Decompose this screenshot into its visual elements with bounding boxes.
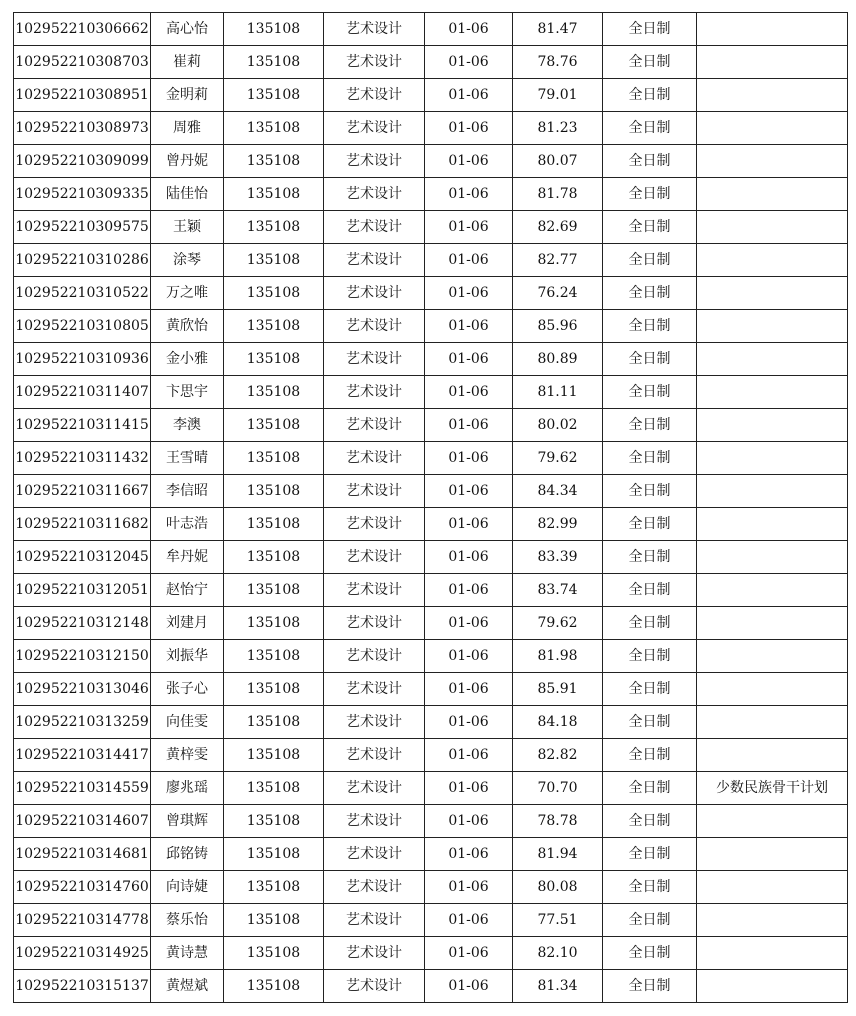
- remark-cell: [697, 838, 848, 871]
- remark-cell: [697, 376, 848, 409]
- study-mode-cell: 全日制: [603, 178, 697, 211]
- major-code-cell: 135108: [224, 244, 324, 277]
- major-code-cell: 135108: [224, 904, 324, 937]
- score-cell: 80.08: [513, 871, 603, 904]
- major-code-cell: 135108: [224, 706, 324, 739]
- direction-cell: 01-06: [425, 475, 513, 508]
- score-cell: 85.96: [513, 310, 603, 343]
- table-row: [14, 13, 848, 46]
- major-code-cell: 135108: [224, 112, 324, 145]
- major-code-cell: 135108: [224, 871, 324, 904]
- table-row: [14, 145, 848, 178]
- candidate-id-cell: 102952210311682: [14, 508, 151, 541]
- major-name-cell: 艺术设计: [324, 673, 425, 706]
- direction-cell: 01-06: [425, 277, 513, 310]
- name-cell: 黄煜斌: [151, 970, 224, 1003]
- score-cell: 83.74: [513, 574, 603, 607]
- major-code-cell: 135108: [224, 475, 324, 508]
- name-cell: 卞思宇: [151, 376, 224, 409]
- candidate-id-cell: 102952210310522: [14, 277, 151, 310]
- major-name-cell: 艺术设计: [324, 838, 425, 871]
- candidate-id-cell: 102952210311407: [14, 376, 151, 409]
- score-cell: 81.47: [513, 13, 603, 46]
- candidate-id-cell: 102952210314417: [14, 739, 151, 772]
- major-code-cell: 135108: [224, 607, 324, 640]
- candidate-id-cell: 102952210312051: [14, 574, 151, 607]
- candidate-id-cell: 102952210308973: [14, 112, 151, 145]
- direction-cell: 01-06: [425, 574, 513, 607]
- candidate-id-cell: 102952210311667: [14, 475, 151, 508]
- score-cell: 84.34: [513, 475, 603, 508]
- remark-cell: [697, 475, 848, 508]
- direction-cell: 01-06: [425, 871, 513, 904]
- direction-cell: 01-06: [425, 838, 513, 871]
- table-row: [14, 79, 848, 112]
- major-code-cell: 135108: [224, 937, 324, 970]
- candidate-id-cell: 102952210315137: [14, 970, 151, 1003]
- remark-cell: [697, 541, 848, 574]
- name-cell: 邱铭铸: [151, 838, 224, 871]
- name-cell: 崔莉: [151, 46, 224, 79]
- remark-cell: [697, 442, 848, 475]
- major-name-cell: 艺术设计: [324, 211, 425, 244]
- direction-cell: 01-06: [425, 211, 513, 244]
- study-mode-cell: 全日制: [603, 13, 697, 46]
- remark-cell: [697, 112, 848, 145]
- major-code-cell: 135108: [224, 442, 324, 475]
- table-row: [14, 46, 848, 79]
- table-row: [14, 409, 848, 442]
- table-row: [14, 178, 848, 211]
- score-cell: 81.23: [513, 112, 603, 145]
- candidate-id-cell: 102952210314778: [14, 904, 151, 937]
- major-name-cell: 艺术设计: [324, 640, 425, 673]
- study-mode-cell: 全日制: [603, 343, 697, 376]
- name-cell: 黄梓雯: [151, 739, 224, 772]
- table-row: [14, 937, 848, 970]
- major-name-cell: 艺术设计: [324, 508, 425, 541]
- major-name-cell: 艺术设计: [324, 871, 425, 904]
- candidate-id-cell: 102952210310936: [14, 343, 151, 376]
- remark-cell: [697, 310, 848, 343]
- study-mode-cell: 全日制: [603, 640, 697, 673]
- name-cell: 涂琴: [151, 244, 224, 277]
- remark-cell: [697, 79, 848, 112]
- study-mode-cell: 全日制: [603, 871, 697, 904]
- study-mode-cell: 全日制: [603, 46, 697, 79]
- major-name-cell: 艺术设计: [324, 376, 425, 409]
- direction-cell: 01-06: [425, 442, 513, 475]
- direction-cell: 01-06: [425, 541, 513, 574]
- table-row: [14, 211, 848, 244]
- table-row: [14, 244, 848, 277]
- major-code-cell: 135108: [224, 343, 324, 376]
- study-mode-cell: 全日制: [603, 442, 697, 475]
- name-cell: 万之唯: [151, 277, 224, 310]
- name-cell: 刘振华: [151, 640, 224, 673]
- candidate-id-cell: 102952210314559: [14, 772, 151, 805]
- major-name-cell: 艺术设计: [324, 343, 425, 376]
- name-cell: 刘建月: [151, 607, 224, 640]
- major-name-cell: 艺术设计: [324, 541, 425, 574]
- study-mode-cell: 全日制: [603, 79, 697, 112]
- table-row: [14, 475, 848, 508]
- name-cell: 向诗婕: [151, 871, 224, 904]
- score-cell: 82.10: [513, 937, 603, 970]
- table-row: [14, 706, 848, 739]
- major-name-cell: 艺术设计: [324, 706, 425, 739]
- admission-list-table-wrapper: [13, 12, 848, 1003]
- score-cell: 82.99: [513, 508, 603, 541]
- direction-cell: 01-06: [425, 640, 513, 673]
- score-cell: 77.51: [513, 904, 603, 937]
- major-name-cell: 艺术设计: [324, 607, 425, 640]
- candidate-id-cell: 102952210310286: [14, 244, 151, 277]
- name-cell: 陆佳怡: [151, 178, 224, 211]
- table-row: [14, 871, 848, 904]
- major-name-cell: 艺术设计: [324, 310, 425, 343]
- major-code-cell: 135108: [224, 838, 324, 871]
- remark-cell: [697, 871, 848, 904]
- major-code-cell: 135108: [224, 211, 324, 244]
- name-cell: 黄欣怡: [151, 310, 224, 343]
- score-cell: 78.76: [513, 46, 603, 79]
- study-mode-cell: 全日制: [603, 937, 697, 970]
- remark-cell: [697, 211, 848, 244]
- study-mode-cell: 全日制: [603, 673, 697, 706]
- study-mode-cell: 全日制: [603, 574, 697, 607]
- study-mode-cell: 全日制: [603, 772, 697, 805]
- direction-cell: 01-06: [425, 112, 513, 145]
- score-cell: 80.02: [513, 409, 603, 442]
- score-cell: 79.62: [513, 442, 603, 475]
- table-row: [14, 838, 848, 871]
- major-name-cell: 艺术设计: [324, 772, 425, 805]
- score-cell: 81.78: [513, 178, 603, 211]
- remark-cell: [697, 937, 848, 970]
- candidate-id-cell: 102952210309099: [14, 145, 151, 178]
- name-cell: 曾琪辉: [151, 805, 224, 838]
- score-cell: 82.82: [513, 739, 603, 772]
- remark-cell: [697, 673, 848, 706]
- remark-cell: [697, 970, 848, 1003]
- name-cell: 向佳雯: [151, 706, 224, 739]
- direction-cell: 01-06: [425, 805, 513, 838]
- direction-cell: 01-06: [425, 79, 513, 112]
- table-row: [14, 607, 848, 640]
- direction-cell: 01-06: [425, 739, 513, 772]
- score-cell: 81.94: [513, 838, 603, 871]
- direction-cell: 01-06: [425, 508, 513, 541]
- direction-cell: 01-06: [425, 310, 513, 343]
- score-cell: 83.39: [513, 541, 603, 574]
- study-mode-cell: 全日制: [603, 838, 697, 871]
- major-name-cell: 艺术设计: [324, 805, 425, 838]
- study-mode-cell: 全日制: [603, 706, 697, 739]
- table-row: [14, 277, 848, 310]
- candidate-id-cell: 102952210313046: [14, 673, 151, 706]
- study-mode-cell: 全日制: [603, 904, 697, 937]
- direction-cell: 01-06: [425, 409, 513, 442]
- score-cell: 82.77: [513, 244, 603, 277]
- study-mode-cell: 全日制: [603, 112, 697, 145]
- study-mode-cell: 全日制: [603, 541, 697, 574]
- candidate-id-cell: 102952210309575: [14, 211, 151, 244]
- major-code-cell: 135108: [224, 178, 324, 211]
- study-mode-cell: 全日制: [603, 805, 697, 838]
- major-name-cell: 艺术设计: [324, 112, 425, 145]
- major-code-cell: 135108: [224, 46, 324, 79]
- name-cell: 曾丹妮: [151, 145, 224, 178]
- candidate-id-cell: 102952210314681: [14, 838, 151, 871]
- candidate-id-cell: 102952210312150: [14, 640, 151, 673]
- table-row: [14, 772, 848, 805]
- name-cell: 李澳: [151, 409, 224, 442]
- study-mode-cell: 全日制: [603, 310, 697, 343]
- name-cell: 黄诗慧: [151, 937, 224, 970]
- major-name-cell: 艺术设计: [324, 79, 425, 112]
- score-cell: 79.01: [513, 79, 603, 112]
- study-mode-cell: 全日制: [603, 376, 697, 409]
- direction-cell: 01-06: [425, 145, 513, 178]
- major-code-cell: 135108: [224, 310, 324, 343]
- table-row: [14, 904, 848, 937]
- name-cell: 王颖: [151, 211, 224, 244]
- remark-cell: [697, 640, 848, 673]
- study-mode-cell: 全日制: [603, 145, 697, 178]
- major-code-cell: 135108: [224, 970, 324, 1003]
- remark-cell: [697, 343, 848, 376]
- direction-cell: 01-06: [425, 13, 513, 46]
- direction-cell: 01-06: [425, 673, 513, 706]
- candidate-id-cell: 102952210313259: [14, 706, 151, 739]
- major-name-cell: 艺术设计: [324, 244, 425, 277]
- direction-cell: 01-06: [425, 376, 513, 409]
- score-cell: 76.24: [513, 277, 603, 310]
- direction-cell: 01-06: [425, 706, 513, 739]
- candidate-id-cell: 102952210310805: [14, 310, 151, 343]
- remark-cell: [697, 805, 848, 838]
- candidate-id-cell: 102952210308951: [14, 79, 151, 112]
- name-cell: 王雪晴: [151, 442, 224, 475]
- major-code-cell: 135108: [224, 739, 324, 772]
- table-row: [14, 343, 848, 376]
- name-cell: 周雅: [151, 112, 224, 145]
- name-cell: 廖兆瑶: [151, 772, 224, 805]
- remark-cell: [697, 145, 848, 178]
- name-cell: 叶志浩: [151, 508, 224, 541]
- admission-list-table: [13, 12, 848, 1003]
- score-cell: 85.91: [513, 673, 603, 706]
- study-mode-cell: 全日制: [603, 739, 697, 772]
- remark-cell: 少数民族骨干计划: [697, 772, 848, 805]
- major-code-cell: 135108: [224, 772, 324, 805]
- score-cell: 82.69: [513, 211, 603, 244]
- remark-cell: [697, 13, 848, 46]
- major-name-cell: 艺术设计: [324, 145, 425, 178]
- score-cell: 81.34: [513, 970, 603, 1003]
- remark-cell: [697, 739, 848, 772]
- study-mode-cell: 全日制: [603, 508, 697, 541]
- direction-cell: 01-06: [425, 937, 513, 970]
- direction-cell: 01-06: [425, 178, 513, 211]
- candidate-id-cell: 102952210308703: [14, 46, 151, 79]
- score-cell: 78.78: [513, 805, 603, 838]
- major-code-cell: 135108: [224, 574, 324, 607]
- study-mode-cell: 全日制: [603, 475, 697, 508]
- study-mode-cell: 全日制: [603, 970, 697, 1003]
- table-row: [14, 574, 848, 607]
- major-code-cell: 135108: [224, 805, 324, 838]
- score-cell: 81.11: [513, 376, 603, 409]
- major-code-cell: 135108: [224, 277, 324, 310]
- score-cell: 84.18: [513, 706, 603, 739]
- score-cell: 80.07: [513, 145, 603, 178]
- score-cell: 70.70: [513, 772, 603, 805]
- major-code-cell: 135108: [224, 673, 324, 706]
- candidate-id-cell: 102952210312148: [14, 607, 151, 640]
- major-name-cell: 艺术设计: [324, 904, 425, 937]
- score-cell: 79.62: [513, 607, 603, 640]
- name-cell: 赵怡宁: [151, 574, 224, 607]
- study-mode-cell: 全日制: [603, 607, 697, 640]
- direction-cell: 01-06: [425, 46, 513, 79]
- major-name-cell: 艺术设计: [324, 937, 425, 970]
- major-name-cell: 艺术设计: [324, 739, 425, 772]
- direction-cell: 01-06: [425, 607, 513, 640]
- candidate-id-cell: 102952210311415: [14, 409, 151, 442]
- remark-cell: [697, 508, 848, 541]
- major-code-cell: 135108: [224, 145, 324, 178]
- major-code-cell: 135108: [224, 13, 324, 46]
- name-cell: 金小雅: [151, 343, 224, 376]
- major-name-cell: 艺术设计: [324, 574, 425, 607]
- remark-cell: [697, 244, 848, 277]
- candidate-id-cell: 102952210314925: [14, 937, 151, 970]
- major-name-cell: 艺术设计: [324, 409, 425, 442]
- name-cell: 张子心: [151, 673, 224, 706]
- table-row: [14, 673, 848, 706]
- remark-cell: [697, 277, 848, 310]
- study-mode-cell: 全日制: [603, 211, 697, 244]
- name-cell: 蔡乐怡: [151, 904, 224, 937]
- direction-cell: 01-06: [425, 904, 513, 937]
- major-code-cell: 135108: [224, 640, 324, 673]
- candidate-id-cell: 102952210312045: [14, 541, 151, 574]
- major-code-cell: 135108: [224, 79, 324, 112]
- major-name-cell: 艺术设计: [324, 475, 425, 508]
- direction-cell: 01-06: [425, 772, 513, 805]
- major-name-cell: 艺术设计: [324, 178, 425, 211]
- table-row: [14, 640, 848, 673]
- direction-cell: 01-06: [425, 244, 513, 277]
- remark-cell: [697, 46, 848, 79]
- remark-cell: [697, 706, 848, 739]
- study-mode-cell: 全日制: [603, 409, 697, 442]
- major-code-cell: 135108: [224, 541, 324, 574]
- direction-cell: 01-06: [425, 343, 513, 376]
- score-cell: 80.89: [513, 343, 603, 376]
- major-name-cell: 艺术设计: [324, 277, 425, 310]
- major-name-cell: 艺术设计: [324, 442, 425, 475]
- table-body: [14, 13, 848, 1003]
- table-row: [14, 442, 848, 475]
- major-name-cell: 艺术设计: [324, 46, 425, 79]
- candidate-id-cell: 102952210311432: [14, 442, 151, 475]
- remark-cell: [697, 409, 848, 442]
- name-cell: 李信昭: [151, 475, 224, 508]
- study-mode-cell: 全日制: [603, 244, 697, 277]
- candidate-id-cell: 102952210314607: [14, 805, 151, 838]
- remark-cell: [697, 904, 848, 937]
- table-row: [14, 310, 848, 343]
- remark-cell: [697, 607, 848, 640]
- candidate-id-cell: 102952210309335: [14, 178, 151, 211]
- name-cell: 高心怡: [151, 13, 224, 46]
- direction-cell: 01-06: [425, 970, 513, 1003]
- major-code-cell: 135108: [224, 508, 324, 541]
- name-cell: 牟丹妮: [151, 541, 224, 574]
- candidate-id-cell: 102952210306662: [14, 13, 151, 46]
- remark-cell: [697, 178, 848, 211]
- major-code-cell: 135108: [224, 409, 324, 442]
- major-name-cell: 艺术设计: [324, 13, 425, 46]
- table-row: [14, 376, 848, 409]
- study-mode-cell: 全日制: [603, 277, 697, 310]
- table-row: [14, 805, 848, 838]
- major-name-cell: 艺术设计: [324, 970, 425, 1003]
- name-cell: 金明莉: [151, 79, 224, 112]
- table-row: [14, 112, 848, 145]
- table-row: [14, 739, 848, 772]
- major-code-cell: 135108: [224, 376, 324, 409]
- remark-cell: [697, 574, 848, 607]
- table-row: [14, 508, 848, 541]
- table-row: [14, 970, 848, 1003]
- table-row: [14, 541, 848, 574]
- candidate-id-cell: 102952210314760: [14, 871, 151, 904]
- score-cell: 81.98: [513, 640, 603, 673]
